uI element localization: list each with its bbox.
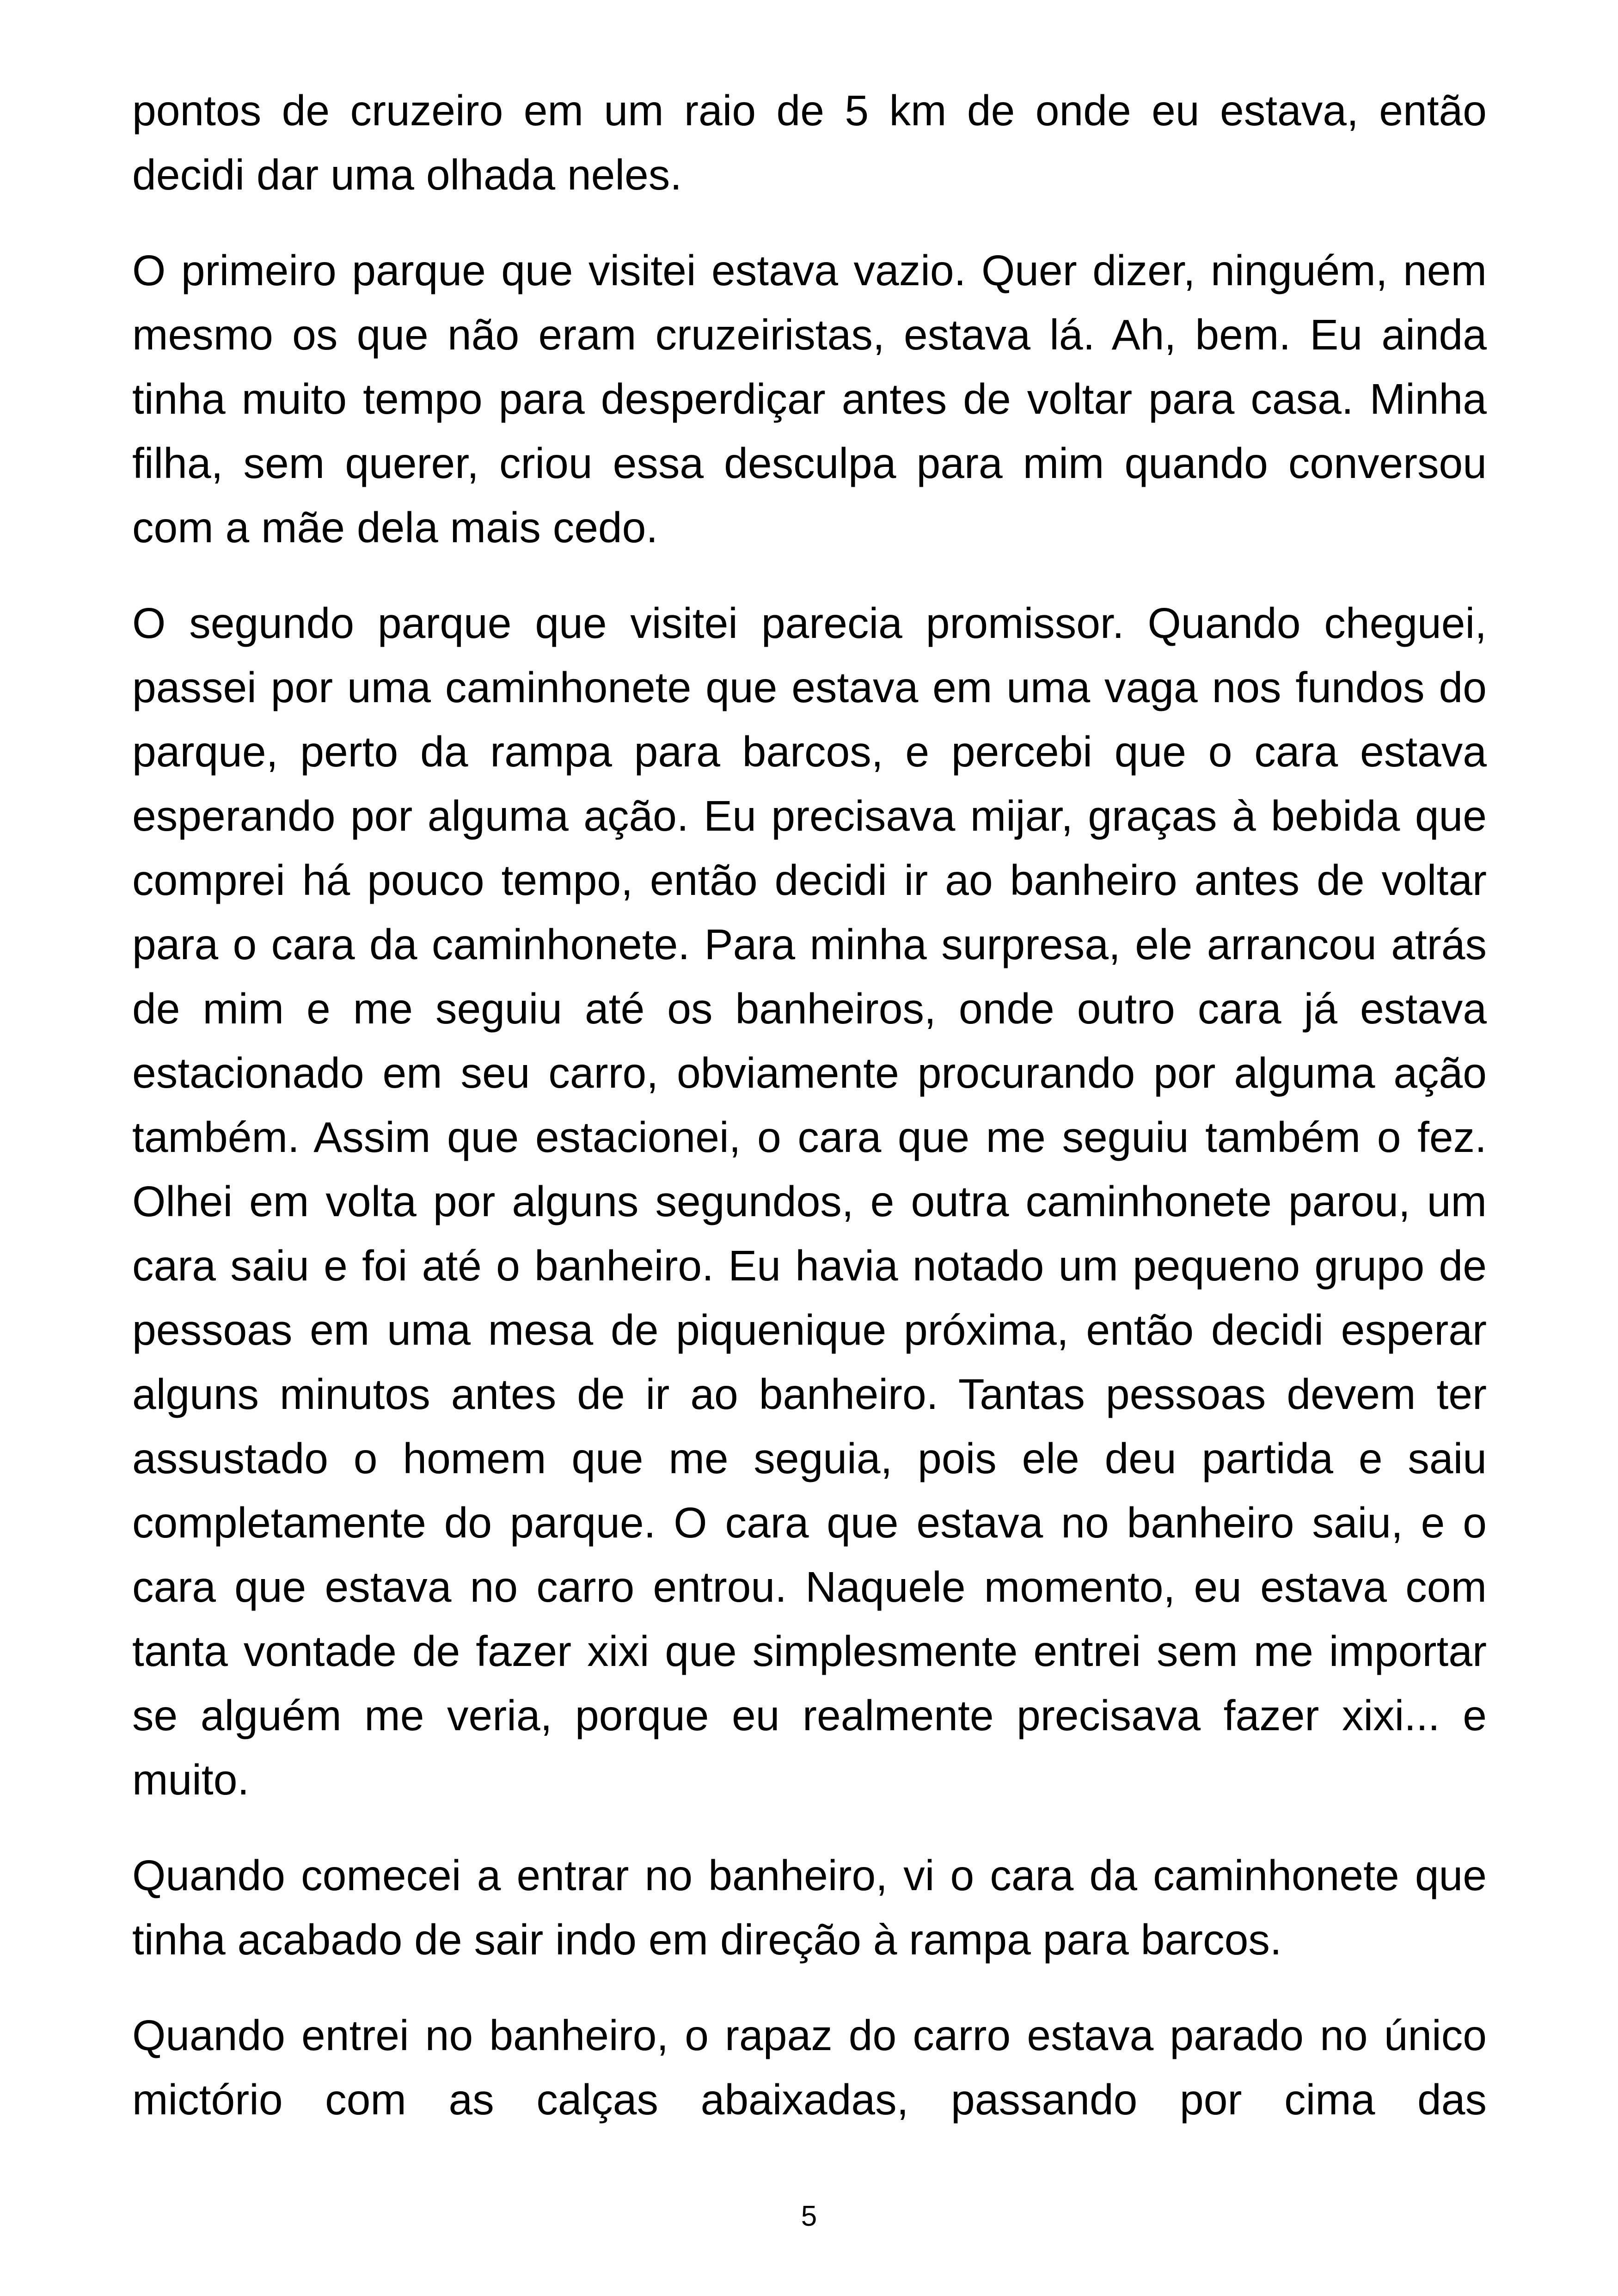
paragraph: O primeiro parque que visitei estava vazio. Quer dizer, ninguém, nem mesmo os que não eram cruzeiristas, estava lá. Ah, bem. Eu ainda tinha muito tempo para desperdiçar antes de voltar para casa. Minha filha, sem querer, criou essa desculpa para mim quando conversou com a mãe dela mais cedo. [132,246,1487,551]
paragraph: O segundo parque que visitei parecia promissor. Quando cheguei, passei por uma caminhonete que estava em uma vaga nos fundos do parque, perto da rampa para barcos, e percebi que o cara estava esperando por alguma ação. Eu precisava mijar, graças à bebida que comprei há pouco tempo, então decidi ir ao banheiro antes de voltar para o cara da caminhonete. Para minha surpresa, ele arrancou atrás de mim e me seguiu até os banheiros, onde outro cara já estava estacionado em seu carro, obviamente procurando por alguma ação também. Assim que estacionei, o cara que me seguiu também o fez. Olhei em volta por alguns segundos, e outra caminhonete parou, um cara saiu e foi até o banheiro. Eu havia notado um pequeno grupo de pessoas em uma mesa de piquenique próxima, então decidi esperar alguns minutos antes de ir ao banheiro. Tantas pessoas devem ter assustado o homem que me seguia, pois ele deu partida e saiu completamente do parque. O cara que estava no banheiro saiu, e o cara que estava no carro entrou. Naquele momento, eu estava com tanta vontade de fazer xixi que simplesmente entrei sem me importar se alguém me veria, porque eu realmente precisava fazer xixi... e muito. [132,599,1487,1804]
body-text [132,79,1487,2132]
paragraph: Quando entrei no banheiro, o rapaz do carro estava parado no único mictório com as calças abaixadas, passando por cima das [132,2011,1487,2124]
page-number: 5 [801,2200,817,2232]
paragraph: pontos de cruzeiro em um raio de 5 km de onde eu estava, então decidi dar uma olhada neles. [132,86,1487,199]
paragraph: Quando comecei a entrar no banheiro, vi o cara da caminhonete que tinha acabado de sair indo em direção à rampa para barcos. [132,1851,1487,1964]
